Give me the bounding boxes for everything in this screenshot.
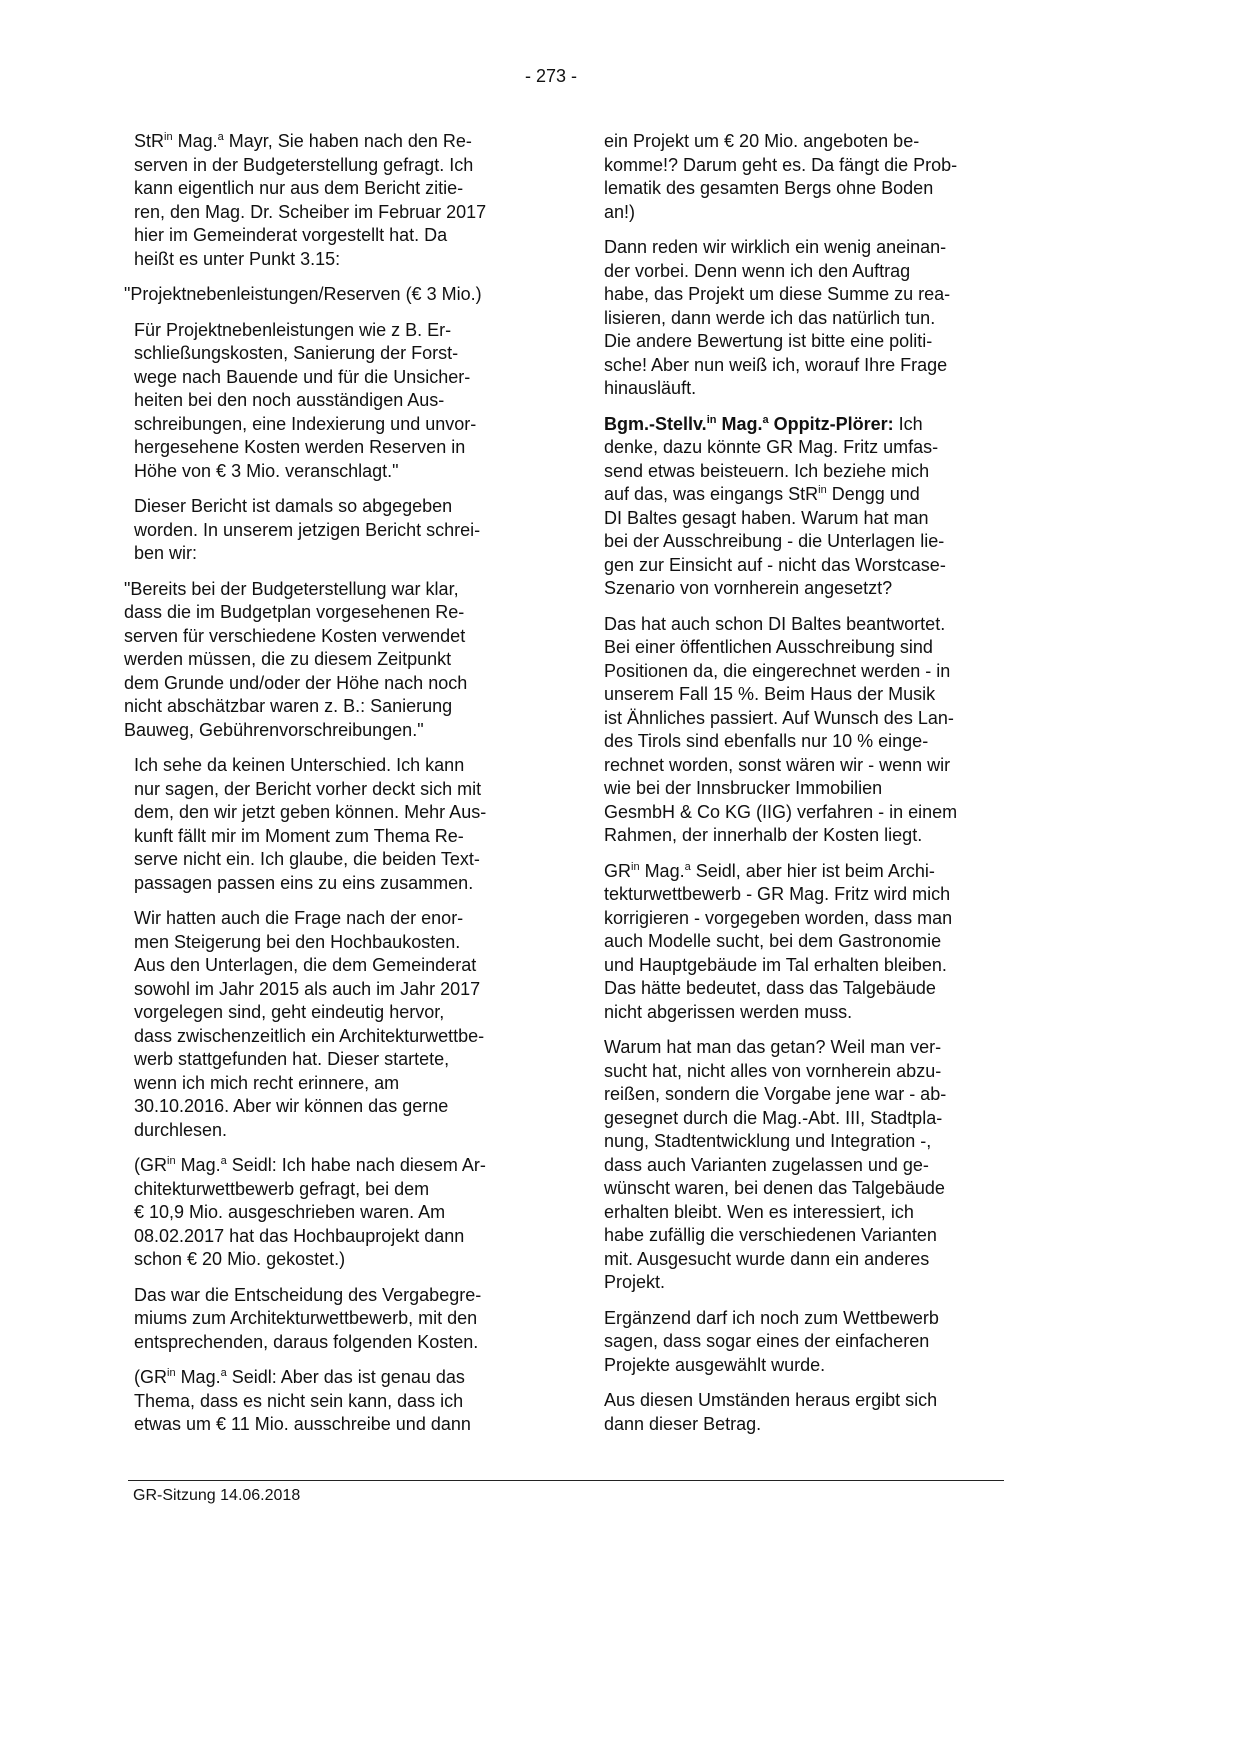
text-line: Das war die Entscheidung des Vergabegre- (134, 1284, 482, 1305)
text-line: Ich sehe da keinen Unterschied. Ich kann (134, 755, 465, 775)
text-line: der vorbei. Denn wenn ich den Auftrag (604, 260, 911, 281)
text-line: lisieren, dann werde ich das natürlich tun. (604, 307, 936, 328)
footer-session-date: GR-Sitzung 14.06.2018 (133, 1487, 301, 1504)
text-line: GesmbH & Co KG (IIG) verfahren - in einem (604, 801, 958, 822)
text-line: miums zum Architekturwettbewerb, mit den (134, 1308, 478, 1328)
text-line: dass zwischenzeitlich ein Architekturwettbe- (134, 1025, 485, 1046)
text-line: Bgm.-Stellv.$^{in}$ Mag.$^a$ Oppitz-Plörer: Ich (604, 413, 923, 434)
text-line: etwas um € 11 Mio. ausschreibe und dann (134, 1414, 471, 1434)
text-line: $GR^{in}$ Mag.$^a$ Seidl, aber hier ist beim Archi- (604, 860, 935, 881)
text-line: korrigieren - vorgegeben worden, dass man (604, 907, 953, 928)
left-paragraph (128, 130, 548, 271)
text-line: Für Projektnebenleistungen wie z B. Er- (134, 319, 452, 340)
text-line: erhalten bleibt. Wen es interessiert, ich (604, 1201, 914, 1222)
text-line: Szenario von vornherein angesetzt? (604, 578, 893, 598)
text-line: nicht abschätzbar waren z. B.: Sanierung (124, 696, 453, 716)
footer-divider (128, 1480, 1004, 1481)
text-line: sagen, dass sogar eines der einfacheren (604, 1331, 930, 1351)
text-line: komme!? Darum geht es. Da fängt die Prob- (604, 154, 958, 175)
text-line: nung, Stadtentwicklung und Integration -, (604, 1131, 932, 1151)
left-paragraph (124, 283, 548, 307)
text-line: und Hauptgebäude im Tal erhalten bleiben. (604, 954, 947, 975)
superscript: a (684, 860, 691, 873)
text-line: Das hat auch schon DI Baltes beantwortet. (604, 613, 946, 634)
right-column (598, 130, 1018, 1448)
left-paragraph (128, 495, 548, 566)
text-line: Das hätte bedeutet, dass das Talgebäude (604, 978, 936, 998)
text-line: werb stattgefunden hat. Dieser startete, (134, 1049, 450, 1069)
text-line: unserem Fall 15 %. Beim Haus der Musik (604, 684, 936, 704)
text-line: € 10,9 Mio. ausgeschrieben waren. Am (134, 1202, 446, 1222)
text-line: werden müssen, die zu diesem Zeitpunkt (124, 649, 452, 669)
text-line: bei der Ausschreibung - die Unterlagen lie- (604, 531, 945, 551)
text-line: Bauweg, Gebührenvorschreibungen." (124, 719, 424, 740)
superscript: in (706, 413, 717, 426)
text-line: ben wir: (134, 543, 198, 563)
text-line: 08.02.2017 hat das Hochbauprojekt dann (134, 1225, 465, 1246)
text-line: wege nach Bauende und für die Unsicher- (134, 366, 471, 387)
text-line: wie bei der Innsbrucker Immobilien (604, 778, 883, 798)
text-line: "Bereits bei der Budgeterstellung war klar, (124, 578, 459, 599)
text-line: chitekturwettbewerb gefragt, bei dem (134, 1178, 430, 1199)
speaker-name: Bgm.-Stellv. (604, 413, 707, 434)
text-line: dass auch Varianten zugelassen und ge- (604, 1154, 929, 1175)
superscript: in (167, 1155, 176, 1167)
right-paragraph (598, 860, 1018, 1025)
text-line: an!) (604, 201, 636, 222)
left-paragraph (128, 1154, 548, 1272)
right-paragraph (598, 1389, 1018, 1436)
text-line: lematik des gesamten Bergs ohne Boden (604, 178, 934, 198)
text-line: Dieser Bericht ist damals so abgegeben (134, 496, 453, 516)
speaker-name: Oppitz-Plörer: (768, 413, 894, 434)
text-line: heißt es unter Punkt 3.15: (134, 248, 341, 269)
text-line: Höhe von € 3 Mio. veranschlagt." (134, 460, 399, 481)
text-line: send etwas beisteuern. Ich beziehe mich (604, 460, 930, 481)
text-line: sche! Aber nun weiß ich, worauf Ihre Frage (604, 354, 948, 375)
text-line: DI Baltes gesagt haben. Warum hat man (604, 507, 929, 528)
text-line: StR$^{in}$ Mag.$^a$ Mayr, Sie haben nach den Re- (134, 131, 472, 151)
text-line: rechnet worden, sonst wären wir - wenn wir (604, 754, 951, 775)
superscript: a (217, 131, 224, 143)
superscript: in (167, 1367, 176, 1379)
text-line: wenn ich mich recht erinnere, am (134, 1072, 400, 1093)
text-line: dem, den wir jetzt geben können. Mehr Aus- (134, 802, 487, 822)
superscript: a (220, 1155, 227, 1167)
text-line: ein Projekt um € 20 Mio. angeboten be- (604, 131, 920, 151)
text-line: sucht hat, nicht alles von vornherein abzu- (604, 1060, 942, 1081)
text-line: dann dieser Betrag. (604, 1413, 762, 1434)
text-line: ist Ähnliches passiert. Auf Wunsch des Lan- (604, 707, 954, 728)
text-line: 30.10.2016. Aber wir können das gerne (134, 1096, 449, 1116)
text-line: habe, das Projekt um diese Summe zu rea- (604, 284, 951, 304)
text-line: gen zur Einsicht auf - nicht das Worstcase- (604, 554, 946, 575)
right-paragraph (598, 236, 1018, 401)
text-line: vorgelegen sind, geht eindeutig hervor, (134, 1002, 445, 1022)
text-line: Ergänzend darf ich noch zum Wettbewerb (604, 1307, 939, 1328)
left-paragraph (124, 578, 548, 743)
text-line: men Steigerung bei den Hochbaukosten. (134, 931, 461, 952)
superscript: a (220, 1367, 227, 1379)
left-paragraph (128, 754, 548, 895)
text-line: nicht abgerissen werden muss. (604, 1001, 853, 1022)
text-line: Dann reden wir wirklich ein wenig aneinan- (604, 237, 947, 257)
superscript: in (164, 131, 173, 143)
text-line: dass die im Budgetplan vorgesehenen Re- (124, 602, 465, 622)
superscript: a (762, 413, 769, 426)
text-line: ($GR^{in}$ Mag.$^a$ Seidl: Aber das ist genau das (134, 1367, 465, 1387)
text-line: mit. Ausgesucht wurde dann ein anderes (604, 1248, 930, 1269)
text-line: Bei einer öffentlichen Ausschreibung sind (604, 637, 933, 657)
text-line: serven in der Budgeterstellung gefragt. Ich (134, 154, 474, 175)
text-line: heiten bei den noch ausständigen Aus- (134, 390, 445, 410)
text-line: nur sagen, der Bericht vorher deckt sich mit (134, 778, 482, 799)
text-line: Aus diesen Umständen heraus ergibt sich (604, 1390, 938, 1410)
text-line: wünscht waren, bei denen das Talgebäude (604, 1178, 945, 1198)
left-paragraph (128, 1366, 548, 1437)
text-line: Die andere Bewertung ist bitte eine politi- (604, 331, 933, 351)
text-line: sowohl im Jahr 2015 als auch im Jahr 2017 (134, 978, 481, 999)
text-line: hier im Gemeinderat vorgestellt hat. Da (134, 225, 448, 245)
text-line: denke, dazu könnte GR Mag. Fritz umfas- (604, 437, 939, 457)
text-line: durchlesen. (134, 1119, 228, 1140)
text-line: Rahmen, der innerhalb der Kosten liegt. (604, 825, 923, 845)
text-line: des Tirols sind ebenfalls nur 10 % einge- (604, 731, 929, 751)
text-line: Aus den Unterlagen, die dem Gemeinderat (134, 955, 477, 975)
text-line: schreibungen, eine Indexierung und unvor- (134, 413, 477, 434)
page-number: - 273 - (524, 66, 578, 86)
right-paragraph (598, 130, 1018, 224)
text-line: ren, den Mag. Dr. Scheiber im Februar 2017 (134, 201, 487, 222)
text-line: Warum hat man das getan? Weil man ver- (604, 1037, 942, 1057)
text-line: Projekte ausgewählt wurde. (604, 1354, 826, 1375)
text-line: reißen, sondern die Vorgabe jene war - ab- (604, 1084, 947, 1104)
left-paragraph (128, 1284, 548, 1355)
text-line: Thema, dass es nicht sein kann, dass ich (134, 1390, 464, 1411)
left-paragraph (128, 907, 548, 1142)
text-line: hinausläuft. (604, 378, 697, 398)
text-line: schließungskosten, Sanierung der Forst- (134, 343, 459, 363)
text-line: gesegnet durch die Mag.-Abt. III, Stadtpla- (604, 1107, 943, 1128)
text-line: hergesehene Kosten werden Reserven in (134, 437, 466, 457)
text-line: tekturwettbewerb - GR Mag. Fritz wird mich (604, 884, 951, 904)
right-paragraph (598, 1307, 1018, 1378)
text-line: worden. In unserem jetzigen Bericht schrei- (134, 519, 481, 540)
right-paragraph (598, 1036, 1018, 1295)
left-column (124, 130, 548, 1449)
text-line: kunft fällt mir im Moment zum Thema Re- (134, 825, 464, 846)
text-line: Positionen da, die eingerechnet werden - in (604, 660, 951, 681)
text-line: Projekt. (604, 1272, 666, 1292)
speaker-name: Mag. (716, 413, 763, 434)
right-paragraph (598, 613, 1018, 848)
text-line: entsprechenden, daraus folgenden Kosten. (134, 1331, 479, 1352)
right-paragraph (598, 413, 1018, 601)
left-paragraph (128, 319, 548, 484)
text-line: kann eigentlich nur aus dem Bericht zitie- (134, 178, 464, 198)
text-line: serven für verschiedene Kosten verwendet (124, 625, 466, 646)
superscript: in (818, 484, 827, 496)
text-line: auch Modelle sucht, bei dem Gastronomie (604, 931, 942, 951)
text-line: serve nicht ein. Ich glaube, die beiden Text- (134, 849, 480, 869)
text-line: "Projektnebenleistungen/Reserven (€ 3 Mio.) (124, 284, 482, 304)
text-line: passagen passen eins zu eins zusammen. (134, 872, 474, 893)
text-line: dem Grunde und/oder der Höhe nach noch (124, 672, 468, 693)
text-line: schon € 20 Mio. gekostet.) (134, 1249, 346, 1269)
text-line: Wir hatten auch die Frage nach der enor- (134, 908, 464, 928)
text-line: auf das, was eingangs StR$^{in}$ Dengg und (604, 484, 920, 504)
text-line: habe zufällig die verschiedenen Varianten (604, 1225, 937, 1245)
text-line: ($GR^{in}$ Mag.$^a$ Seidl: Ich habe nach diesem Ar- (134, 1155, 486, 1175)
superscript: in (631, 860, 640, 873)
